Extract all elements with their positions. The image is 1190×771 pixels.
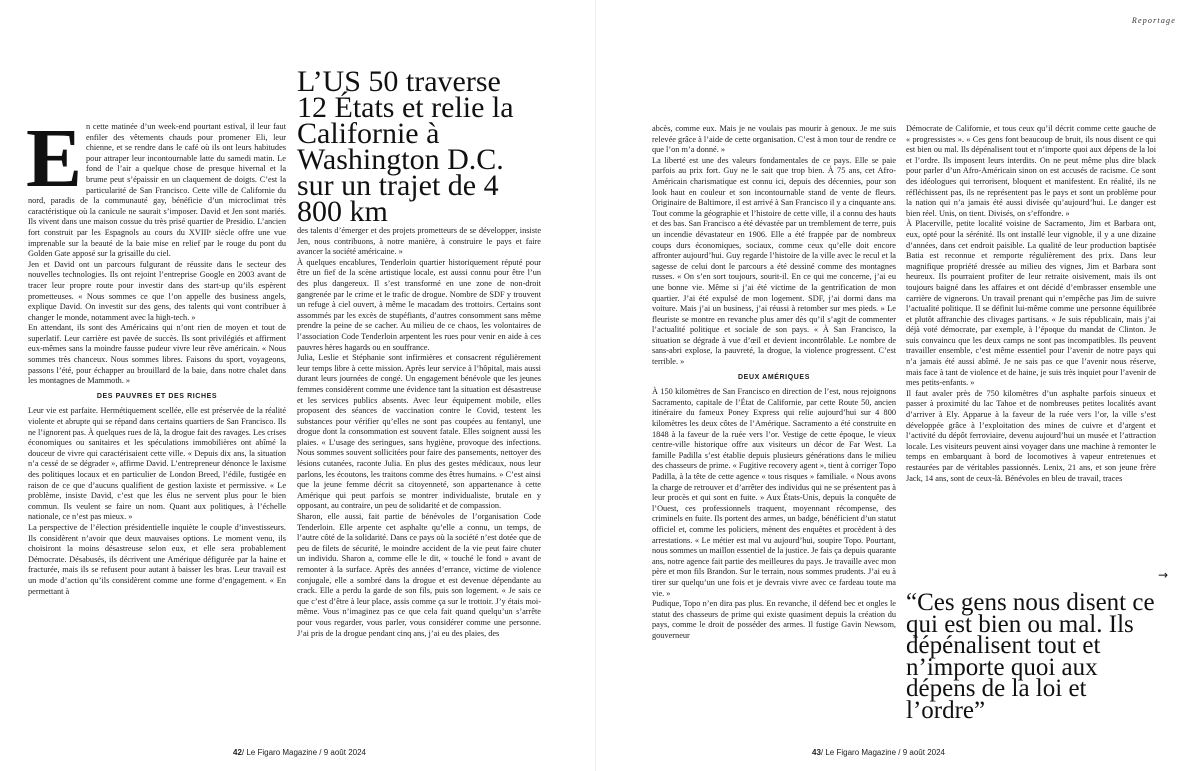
folio-left: [233, 748, 366, 757]
paragraph: À quelques encablures, Tenderloin quartier historiquement réputé pour être un fief de la scène artistique locale, est aussi connu pour être l’un des plus dangereux. Il s’est transformé en une zone de non-droit gangrenée par le crime et le trafic de drogue. Nombre de SDF y trouvent un refuge à ciel ouvert, à même le macadam des trottoirs. Certains sont assommés par les excès de stupéfiants, d’autres consomment sans même prendre la peine de se cacher. Au milieu de ce chaos, les volontaires de l’association Code Tenderloin arpentent les rues pour venir en aide à ces pauvres hères hagards ou en souffrance.: [297, 257, 541, 352]
section-rubric: Reportage: [1131, 16, 1176, 25]
column-4: [906, 124, 1156, 484]
paragraph: Démocrate de Californie, et tous ceux qu’il décrit comme cette gauche de « progressistes ». « Ces gens font beaucoup de bruit, ils nous disent ce qui est bien ou mal. Ils dépénalisent tout et n’importe quoi aux dépens de la loi et l’ordre. Ils imposent leurs interdits. On ne peut même plus dire black pour parler d’un Afro-Américain sinon on est accusés de racisme. Ce sont des idéologues qui terrorisent, bloquent et manifestent. En réalité, ils ne réfléchissent pas, ils ne représentent pas le pays et sont un problème pour la nation qui n’a jamais été aussi divisée qu’aujourd’hui. Le danger est bien réel. Unis, on tient. Divisés, on s’effondre. »: [906, 124, 1156, 218]
column-1: [26, 112, 286, 597]
paragraph: La perspective de l’élection présidentielle inquiète le couple d’investisseurs. Ils considèrent n’avoir que deux mauvaises options. Le moment venu, ils choisiront la moins désastreuse selon eux, et elle sera probablement Démocrate. Désabusés, ils décrivent une Amérique défigurée par la haine et fracturée, mais ils se refusent pour autant à baisser les bras. Leur travail est un mode d’action qu’ils considèrent comme une forme d’engagement. « En permettant à: [28, 522, 286, 596]
section-subhead: DEUX AMÉRIQUES: [738, 373, 810, 381]
page-number: 43: [812, 748, 821, 757]
paragraph: Il faut avaler près de 750 kilomètres d’un asphalte parfois sinueux et passer à proximité du lac Tahoe et de nombreuses petites localités avant d’arriver à Ely. Apparue à la faveur de la ruée vers l’or, la ville s’est développée grâce à l’exploitation des mines de cuivre et d’argent et l’activité du dépôt ferroviaire, devenu aujourd’hui un musée et l’attraction locale. Les visiteurs peuvent ainsi voyager dans une machine à remonter le temps en embarquant à bord de locomotives à vapeur entretenues et restaurées par de véritables passionnés. Lenix, 21 ans, et son jeune frère Jack, 14 ans, sont de ceux-là. Bénévoles en bleu de travail, traces: [906, 388, 1156, 483]
paragraph: [26, 112, 286, 260]
paragraph: Leur vie est parfaite. Hermétiquement scellée, elle est préservée de la réalité violente et abrupte qui se répand dans certains quartiers de San Francisco. Ils ne l’ignorent pas. À quelques rues de là, la drogue fait des ravages. Les crises économiques ou sanitaires et les spéculations immobilières ont abîmé la douceur de vivre qui caractérisaient cette ville. « Depuis dix ans, la situation n’a cessé de se dégrader », affirme David. L’entrepreneur dénonce le laxisme des politiques locaux et en particulier de London Breed, l’édile, fustigée en raison de ce que d’aucuns qualifient de gestion laxiste et permissive. « Le problème, insiste David, c’est que les élus ne servent plus pour le bien commun. Ils veulent se faire un nom. Quant aux politiques, à l’échelle nationale, ce n’est pas mieux. »: [28, 406, 286, 522]
column-3: [652, 124, 896, 642]
paragraph: abcès, comme eux. Mais je ne voulais pas mourir à genoux. Je me suis relevée grâce à l’aide de cette organisation. C’est à mon tour de rendre ce que l’on m’a donné. »: [652, 124, 896, 155]
paragraph: Sharon, elle aussi, fait partie de bénévoles de l’organisation Code Tenderloin. Elle arpente cet asphalte qu’elle a connu, un temps, de l’autre côté de la solidarité. Dans ce pays où la société n’est dotée que de peu de filets de sécurité, le moindre accident de la vie peut faire chuter un individu. Sharon a, comme elle le dit, « touché le fond » avant de remonter à la surface. Après des années d’errance, victime de violence conjugale, elle a sombré dans la drogue et est devenue dépendante au crack. Elle a perdu la garde de son fils, puis son logement. « Je sais ce que c’est d’être à leur place, assis comme ça sur le trottoir. J’y étais moi-même. Vous n’imaginez pas ce que cela fait quand quelqu’un s’arrête pour vous regarder, vous parler, vous considérer comme une personne. J’ai pris de la drogue pendant cinq ans, j’ai eu des plaies, des: [297, 512, 541, 638]
paragraph: À Placerville, petite localité voisine de Sacramento, Jim et Barbara ont, eux, opté pour la sérénité. Ils ont installé leur vignoble, il y a une dizaine d’années, dans cet endroit paisible. La qualité de leur production baptisée Batia est reconnue et remporte régulièrement des prix. Dans leur magnifique propriété dressée au milieu des vignes, Jim et Barbara sont heureux. Ils pourraient profiter de leur retraite oisivement, mais ils ont toujours baigné dans les affaires et ont décidé d’embrasser ensemble une carrière de vignerons. Un travail prenant qui n’empêche pas Jim de suivre l’actualité politique. Il se définit lui-même comme une personne équilibrée et plutôt affranchie des clivages partisans. « Je suis républicain, mais j’ai déjà voté démocrate, par exemple, à l’époque du mandat de Clinton. Je suis convaincu que les deux camps ne sont pas incompatibles. Ils peuvent travailler ensemble, c’est même essentiel pour l’avenir de notre pays qui n’a jamais été aussi abîmé. Je ne sais pas ce que l’avenir nous réserve, mais face à tant de violence et de haine, je suis très inquiet pour l’avenir de mes petits-enfants. »: [906, 219, 1156, 388]
folio-text: / Le Figaro Magazine / 9 août 2024: [241, 748, 366, 757]
headline: L’US 50 traverse 12 États et relie la Californie à Washington D.C. sur un trajet de 4 800 km: [297, 65, 514, 228]
paragraph: La liberté est une des valeurs fondamentales de ce pays. Elle se paie parfois au prix fort. Guy ne le sait que trop bien. À 75 ans, cet Afro-Américain charismatique est connu ici, depuis des décennies, pour son look haut en couleur et son incontournable stand de vente de fleurs. Originaire de Baltimore, il est arrivé à San Francisco il y a cinquante ans. Tout comme la géographie et l’histoire de cette ville, il a connu des hauts et des bas. San Francisco a été dévastée par un tremblement de terre, puis un incendie dévastateur en 1906. Elle a été frappée par de nombreux coups durs économiques, sociaux, comme ceux qu’elle doit encore affronter aujourd’hui. Guy regarde l’histoire de la ville avec le recul et la sagesse de celui dont le parcours a été dessiné comme des montagnes russes. « On s’en sort toujours, sourit-il. En ce qui me concerne, j’ai eu une bonne vie. Même si j’ai été victime de la gentrification de mon quartier. J’ai été expulsé de mon logement. SDF, j’ai dormi dans ma voiture. Mais j’ai un business, j’ai réussi à retomber sur mes pieds. » Le fleuriste se montre en revanche plus amer dès qu’il s’agit de commenter l’actualité politique et sociale de son pays. « À San Francisco, la situation se dégrade à vue d’œil et devient incontrôlable. Le nombre de sans-abri explose, la pauvreté, la drogue, la violence progressent. C’est terrible. »: [652, 155, 896, 367]
paragraph: À 150 kilomètres de San Francisco en direction de l’est, nous rejoignons Sacramento, capitale de l’État de Californie, par cette Route 50, ancien itinéraire du fameux Poney Express qui relie aujourd’hui sur 4 800 kilomètres les deux côtes de l’Amérique. Sacramento a été construite en 1848 à la faveur de la ruée vers l’or. Vestige de cette époque, le vieux centre-ville historique offre aux visiteurs un décor de Far West. La famille Padilla s’est établie depuis plusieurs générations dans le milieu des chasseurs de prime. « Fugitive recovery agent », tient à corriger Topo Padilla, à la tête de cette agence « tous risques » familiale. « Nous avons la charge de retrouver et d’arrêter des individus qui ne se présentent pas à leur procès et qui sont en fuite. » Aux États-Unis, depuis la conquête de l’Ouest, ces professionnels traquent, moyennant récompense, des criminels en fuite. Ils portent des armes, un badge, bénéficient d’un statut officiel et, comme les policiers, mènent des enquêtes et procèdent à des arrestations. « Le métier est mal vu aujourd’hui, soupire Topo. Pourtant, nous sommes un maillon essentiel de la justice. Je fais ça depuis quarante ans, notre agence fait partie des meilleures du pays. Je travaille avec mon père et mon fils Brandon. Sur le terrain, nous sommes prudents. J’ai eu à tirer sur quelqu’un une fois et je devrais vivre avec ce fardeau toute ma vie. »: [652, 387, 897, 598]
paragraph: des talents d’émerger et des projets prometteurs de se développer, insiste Jen, nous contribuons, à notre manière, à construire le pays et faire avancer la société américaine. »: [297, 226, 541, 257]
drop-cap: E: [26, 112, 83, 205]
paragraph: En attendant, ils sont des Américains qui n’ont rien de moyen et tout de superlatif. Leur carrière est pavée de succès. Ils sont privilégiés et affirment eux-mêmes sans la moindre fausse pudeur vivre leur rêve américain. « Nous sommes très chanceux. Nous sommes libres. Faisons du sport, voyageons, passons l’été, pour échapper au brouillard de la baie, dans notre chalet dans les montagnes de Mammoth. »: [28, 323, 286, 386]
paragraph: Jen et David ont un parcours fulgurant de réussite dans le secteur des nouvelles technologies. Ils ont rejoint l’entreprise Google en 2003 avant de tracer leur propre route pour investir dans des start-up qu’ils espèrent prometteuses. « Nous sommes ce que l’on appelle des business angels, explique David. On investit sur des gens, des talents qui vont contribuer à changer le monde, notamment avec la high-tech. »: [28, 259, 286, 322]
section-subhead: DES PAUVRES ET DES RICHES: [96, 392, 218, 400]
paragraph: Julia, Leslie et Stéphanie sont infirmières et consacrent régulièrement leur temps libre à cette mission. Après leur service à l’hôpital, mais aussi durant leurs journées de congé. Un engagement bénévole que les jeunes femmes considèrent comme une évidence tant la situation est désastreuse et les services publics absents. Avec leur équipement mobile, elles proposent des séances de vaccination contre le Covid, testent les substances pour vérifier qu’elles ne sont pas coupées au fentanyl, une drogue dont la consommation est souvent fatale. Elles soignent aussi les plaies. « L’usage des seringues, sans hygiène, provoque des infections. Nous sommes souvent sollicitées pour faire des pansements, nettoyer des lésions cutanées, raconte Julia. En plus des gestes médicaux, nous leur parlons, les écoutons, les traitons comme des êtres humains. » C’est ainsi que la jeune femme décrit sa citoyenneté, son appartenance à cette Amérique qui peut parfois se montrer individualiste, brutale en y opposant, au contraire, un peu de solidarité et de compassion.: [297, 353, 541, 511]
paragraph-text: n cette matinée d’un week-end pourtant estival, il leur faut enfiler des vêtements chauds pour promener Eli, leur chienne, et se rendre dans le café où ils ont leurs habitudes pour attraper leur incontournable latte du samedi matin. Le fond de l’air a quelque chose de presque hivernal et la brume peut s’épaissir en un claquement de doigts. C’est la particularité de San Francisco. Cette ville de Californie du nord, paradis de la communauté gay, bénéficie d’un microclimat très caractéristique où la canicule ne saurait s’imposer. David et Jen sont mariés. Ils vivent dans une maison cossue du très prisé quartier de Presidio. L’ancien fort construit par les Espagnols au cours du XVIIIᵉ siècle offre une vue imprenable sur la beauté de la baie mise en relief par le rouge du pont du Golden Gate apposé sur la grisaille du ciel.: [28, 122, 286, 259]
continue-arrow-icon: →: [1158, 568, 1169, 582]
column-2: [297, 226, 541, 639]
folio-text: / Le Figaro Magazine / 9 août 2024: [820, 748, 945, 757]
folio-right: [812, 748, 945, 757]
pull-quote: “Ces gens nous disent ce qui est bien ou mal. Ils dépénalisent tout et n’importe quoi aux dépens de la loi et l’ordre”: [906, 589, 1155, 724]
page-number: 42: [233, 748, 242, 757]
paragraph: Pudique, Topo n’en dira pas plus. En revanche, il défend bec et ongles le statut des chasseurs de prime qui existe quasiment depuis la création du pays, comme le droit de posséder des armes. Il fustige Gavin Newsom, gouverneur: [652, 599, 896, 640]
page-gutter: [595, 0, 596, 771]
